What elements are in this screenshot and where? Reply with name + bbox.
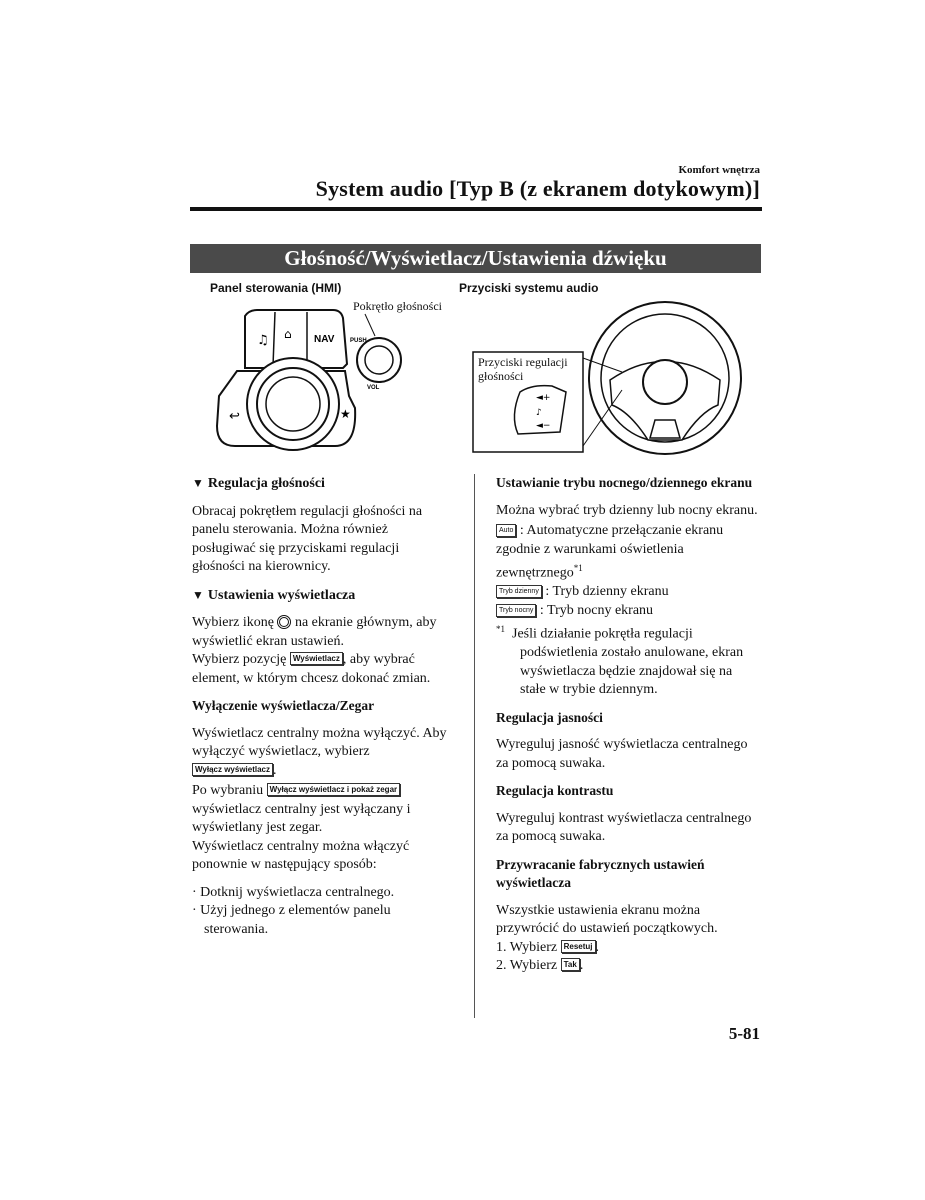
favorite-star-icon: ★ — [340, 407, 351, 421]
right-column — [496, 474, 761, 976]
day-night-heading: Ustawianie trybu nocnego/dziennego ekranu — [496, 475, 753, 490]
reset-text: Wszystkie ustawienia ekranu można przywrócić do ustawień początkowych. — [496, 902, 718, 937]
left-column — [192, 474, 454, 939]
volume-buttons-label — [478, 355, 568, 383]
brightness-heading: Regulacja jasności — [496, 709, 603, 725]
section-name: Komfort wnętrza — [678, 164, 760, 176]
voice-icon: ♪ — [536, 408, 542, 418]
volume-buttons-label-line2: głośności — [478, 369, 524, 383]
display-off-clock-button: Wyłącz wyświetlacz i pokaż zegar — [267, 783, 400, 796]
night-option: Tryb nocny : Tryb nocny ekranu — [496, 602, 761, 621]
reset-button: Resetuj — [561, 940, 596, 953]
brightness-text: Wyreguluj jasność wyświetlacza centralnego za pomocą suwaka. — [496, 737, 748, 771]
audio-buttons-caption: Przyciski systemu audio — [459, 281, 599, 295]
home-icon: ⌂ — [284, 327, 292, 341]
volume-buttons-label-line1: Przyciski regulacji — [478, 355, 568, 369]
volume-heading: ▼ Regulacja głośności — [192, 476, 325, 491]
night-mode-button: Tryb nocny — [496, 604, 536, 617]
day-mode-button: Tryb dzienny — [496, 585, 542, 598]
music-icon: ♫ — [257, 333, 269, 348]
volume-up-icon: ◄+ — [536, 393, 551, 403]
volume-down-icon: ◄− — [536, 421, 551, 431]
wake-methods-list — [192, 884, 454, 940]
hmi-control-panel-illustration — [205, 296, 455, 456]
auto-button: Auto — [496, 524, 516, 537]
display-text: Wybierz ikonę na ekranie głównym, aby wyświetlić ekran ustawień. Wybierz pozycję Wyświetlacz , aby wybrać element, w którym chcesz dokonać zmian. — [192, 615, 437, 686]
list-item: · Użyj jednego z elementów panelu sterowania. — [192, 903, 391, 937]
back-icon: ↩ — [229, 409, 240, 424]
column-divider — [474, 474, 475, 1018]
page-title: System audio [Typ B (z ekranem dotykowym)] — [315, 176, 760, 201]
push-label: PUSH — [350, 338, 367, 344]
page-number: 5-81 — [728, 1024, 760, 1043]
display-off-button: Wyłącz wyświetlacz — [192, 763, 273, 776]
display-button: Wyświetlacz — [290, 652, 343, 665]
title-rule — [190, 207, 762, 211]
vol-label: VOL — [367, 385, 380, 391]
display-off-heading: Wyłączenie wyświetlacza/Zegar — [192, 698, 375, 713]
list-item: · Dotknij wyświetlacza centralnego. — [192, 884, 395, 900]
auto-option: Auto : Automatyczne przełączanie ekranu zgodnie z warunkami oświetlenia zewnętrznego$^{*1}$ — [496, 523, 724, 581]
hmi-caption: Panel sterowania (HMI) — [210, 281, 342, 295]
list-item: 1. Wybierz Resetuj . — [496, 939, 600, 955]
footnote: $^{*1}$ Jeśli działanie pokrętła regulacji podświetlenia zostało anulowane, ekran wyświetlacza będzie znajdował się na stałe w trybie dziennym. — [496, 624, 744, 698]
yes-button: Tak — [561, 958, 580, 971]
day-option: Tryb dzienny : Tryb dzienny ekranu — [496, 583, 761, 602]
settings-gear-icon — [277, 615, 291, 629]
contrast-text: Wyreguluj kontrast wyświetlacza centralnego za pomocą suwaka. — [496, 810, 752, 845]
contrast-heading: Regulacja kontrastu — [496, 783, 614, 799]
nav-label: NAV — [314, 334, 335, 345]
section-banner: Głośność/Wyświetlacz/Ustawienia dźwięku — [190, 244, 761, 273]
display-off-text: Wyświetlacz centralny można wyłączyć. Aby wyłączyć wyświetlacz, wybierz Wyłącz wyświetlacz . — [192, 725, 447, 778]
volume-text: Obracaj pokrętłem regulacji głośności na panelu sterowania. Można również posługiwać się przyciskami regulacji głośności na kierownicy. — [192, 503, 423, 574]
reset-heading: Przywracanie fabrycznych ustawień wyświetlacza — [496, 856, 705, 891]
display-off-clock-text: Po wybraniu Wyłącz wyświetlacz i pokaż zegar wyświetlacz centralny jest wyłączany i wyświetlany jest zegar. Wyświetlacz centralny można włączyć ponownie w następujący sposób: — [192, 783, 411, 872]
volume-knob-label: Pokrętło głośności — [353, 299, 442, 313]
display-heading: ▼ Ustawienia wyświetlacza — [192, 587, 356, 603]
reset-steps — [496, 939, 761, 976]
list-item: 2. Wybierz Tak . — [496, 958, 584, 974]
day-night-text: Można wybrać tryb dzienny lub nocny ekranu. — [496, 502, 758, 518]
